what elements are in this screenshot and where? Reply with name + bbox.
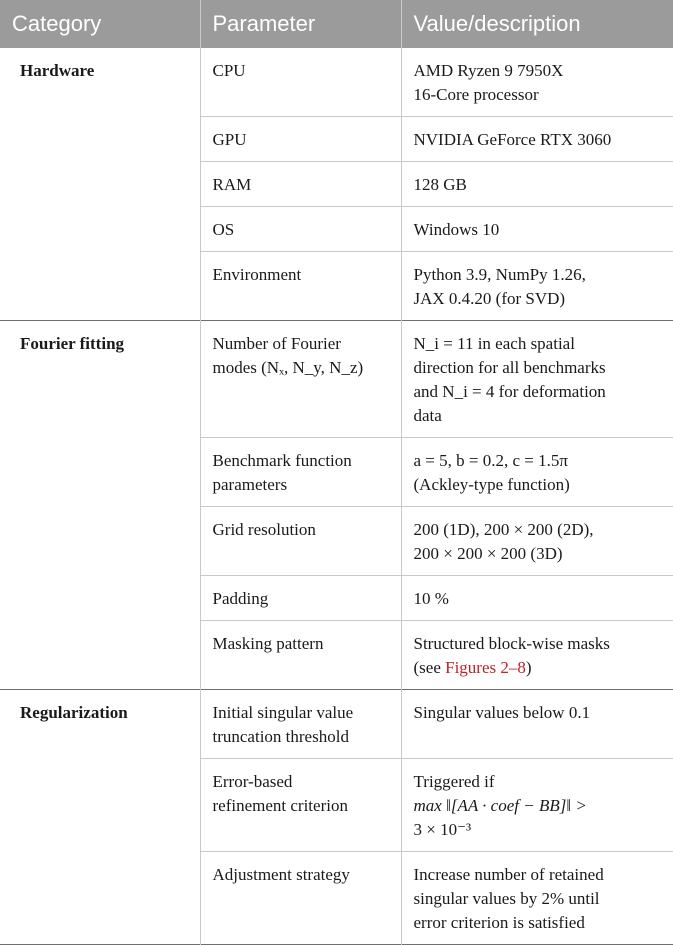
header-parameter: Parameter: [200, 0, 401, 48]
parameter-cell: OS: [200, 207, 401, 252]
table-row: [0, 48, 673, 117]
value-cell: 128 GB: [401, 162, 673, 207]
value-cell: Singular values below 0.1: [401, 690, 673, 759]
value-cell: Triggered if max ‖[AA · coef − BB]‖ > 3 × 10⁻³: [401, 759, 673, 852]
parameter-cell: GPU: [200, 117, 401, 162]
header-value: Value/description: [401, 0, 673, 48]
parameter-cell: RAM: [200, 162, 401, 207]
value-cell: N_i = 11 in each spatial direction for all benchmarks and N_i = 4 for deformation data: [401, 321, 673, 438]
parameter-cell: Error-based refinement criterion: [200, 759, 401, 852]
parameter-cell: Masking pattern: [200, 621, 401, 690]
value-cell: a = 5, b = 0.2, c = 1.5π (Ackley-type function): [401, 438, 673, 507]
value-cell: NVIDIA GeForce RTX 3060: [401, 117, 673, 162]
table-row: [0, 321, 673, 438]
value-cell: 10 %: [401, 576, 673, 621]
category-fourier-fitting: Fourier fitting: [0, 321, 200, 690]
value-cell: Increase number of retained singular values by 2% until error criterion is satisfied: [401, 852, 673, 945]
category-hardware: Hardware: [0, 48, 200, 321]
parameter-cell: Initial singular value truncation threshold: [200, 690, 401, 759]
table-row: [0, 690, 673, 759]
header-row: [0, 0, 673, 48]
parameter-cell: Padding: [200, 576, 401, 621]
figures-link[interactable]: Figures 2–8: [445, 658, 526, 677]
value-cell: AMD Ryzen 9 7950X 16-Core processor: [413, 61, 564, 104]
category-regularization: Regularization: [0, 690, 200, 945]
value-cell: 200 (1D), 200 × 200 (2D), 200 × 200 × 200 (3D): [401, 507, 673, 576]
value-cell: Structured block-wise masks (see Figures 2–8): [401, 621, 673, 690]
header-category: Category: [0, 0, 200, 48]
parameter-cell: Grid resolution: [200, 507, 401, 576]
parameter-cell: Benchmark function parameters: [200, 438, 401, 507]
parameter-cell: Adjustment strategy: [200, 852, 401, 945]
parameter-cell: Number of Fourier modes (Nₓ, N_y, N_z): [200, 321, 401, 438]
value-cell: Python 3.9, NumPy 1.26, JAX 0.4.20 (for SVD): [401, 252, 673, 321]
value-cell: Windows 10: [401, 207, 673, 252]
parameter-cell: Environment: [200, 252, 401, 321]
parameter-cell: CPU: [200, 48, 401, 117]
